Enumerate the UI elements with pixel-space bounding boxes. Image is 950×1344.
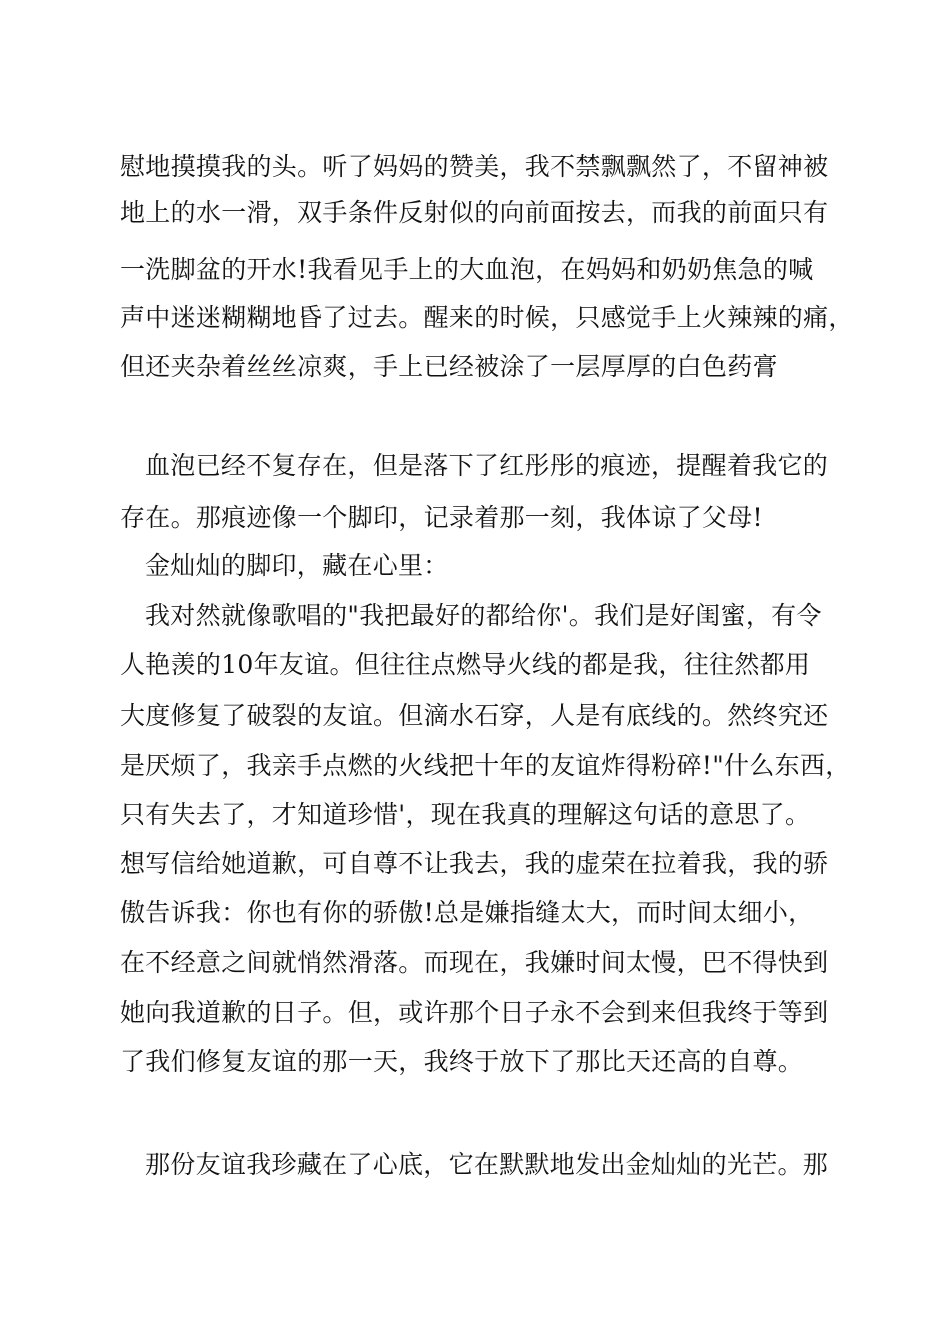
text-line: 她向我道歉的日子。但，或许那个日子永不会到来但我终于等到 — [120, 998, 829, 1027]
text-line: 声中迷迷糊糊地昏了过去。醒来的时候，只感觉手上火辣辣的痛， — [120, 303, 854, 332]
text-line: 慰地摸摸我的头。听了妈妈的赞美，我不禁飘飘然了，不留神被 — [120, 152, 829, 181]
text-line: 我对然就像歌唱的"我把最好的都给你'。我们是好闺蜜，有令 — [145, 601, 822, 630]
text-line: 人艳羡的10年友谊。但往往点燃导火线的都是我，往往然都用 — [120, 650, 811, 679]
text-line: 地上的水一滑，双手条件反射似的向前面按去，而我的前面只有 — [120, 198, 829, 227]
text-line: 傲告诉我：你也有你的骄傲!总是嫌指缝太大，而时间太细小， — [120, 898, 814, 927]
text-line: 那份友谊我珍藏在了心底，它在默默地发出金灿灿的光芒。那 — [145, 1150, 829, 1179]
text-line: 一洗脚盆的开水!我看见手上的大血泡，在妈妈和奶奶焦急的喊 — [120, 255, 814, 284]
text-line: 只有失去了，才知道珍惜'，现在我真的理解这句话的意思了。 — [120, 800, 811, 829]
text-line: 想写信给她道歉，可自尊不让我去，我的虚荣在拉着我，我的骄 — [120, 849, 829, 878]
text-line: 了我们修复友谊的那一天，我终于放下了那比天还高的自尊。 — [120, 1047, 804, 1076]
text-line: 存在。那痕迹像一个脚印，记录着那一刻，我体谅了父母! — [120, 503, 763, 532]
text-line: 是厌烦了，我亲手点燃的火线把十年的友谊炸得粉碎!"什么东西， — [120, 751, 851, 780]
text-line: 大度修复了破裂的友谊。但滴水石穿，人是有底线的。然终究还 — [120, 701, 829, 730]
text-line: 血泡已经不复存在，但是落下了红彤彤的痕迹，提醒着我它的 — [145, 451, 829, 480]
text-line: 金灿灿的脚印，藏在心里： — [145, 551, 449, 580]
text-line: 但还夹杂着丝丝凉爽，手上已经被涂了一层厚厚的白色药膏 — [120, 352, 778, 381]
text-line: 在不经意之间就悄然滑落。而现在，我嫌时间太慢，巴不得快到 — [120, 948, 829, 977]
